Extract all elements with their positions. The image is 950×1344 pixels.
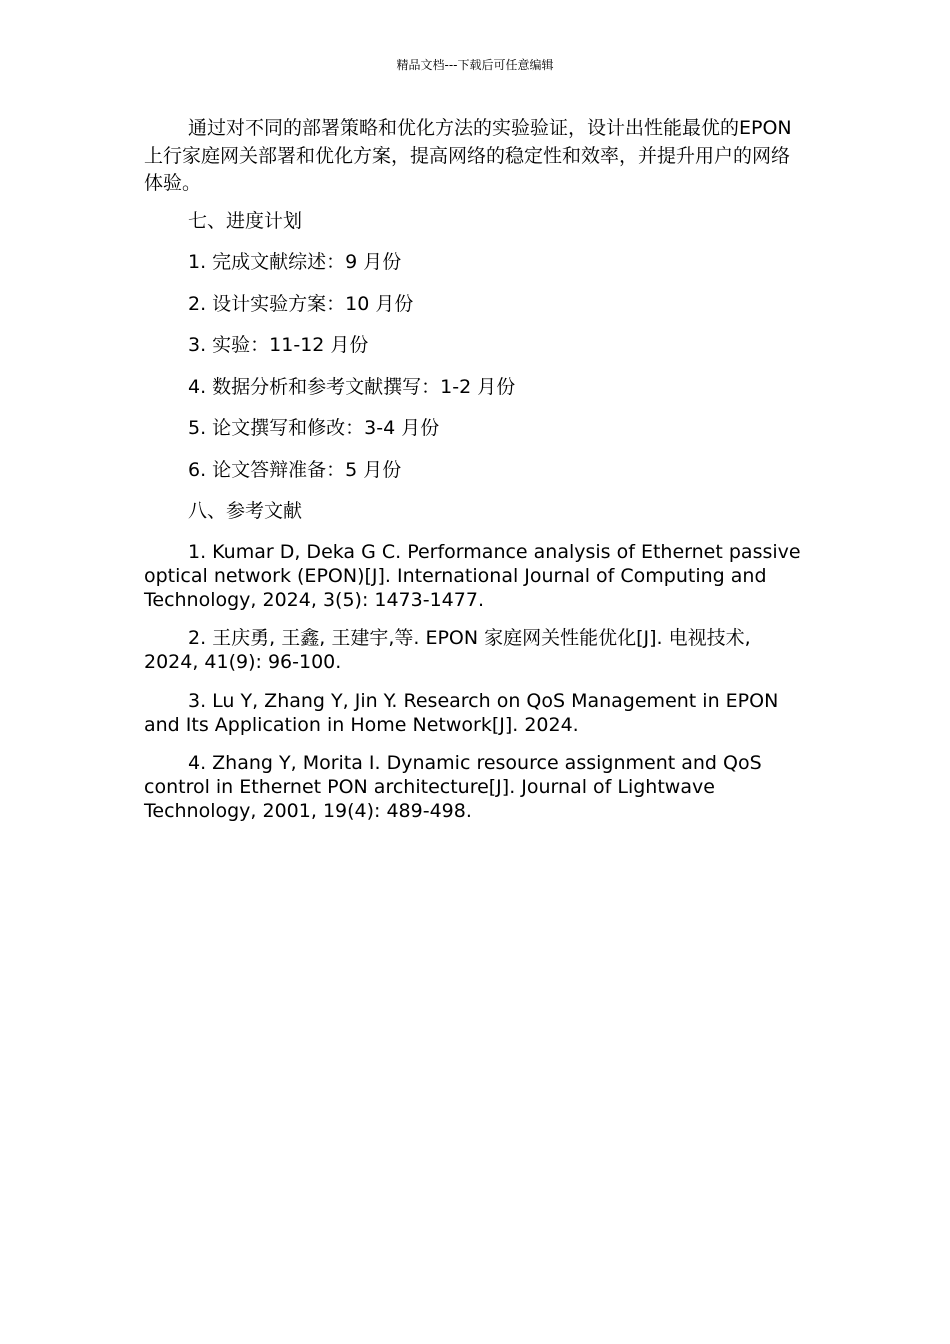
schedule-item: 1. 完成文献综述：9 月份 <box>188 251 402 273</box>
schedule-item: 4. 数据分析和参考文献撰写：1-2 月份 <box>188 375 516 398</box>
schedule-heading: 七、进度计划 <box>188 209 303 232</box>
schedule-item: 2. 设计实验方案：10 月份 <box>188 292 414 315</box>
reference-item: 4. Zhang Y, Morita I. Dynamic resource assignment and QoS control in Ethernet PON architecture[J]. Journal of Lightwave Technology, 2001, 19(4): 489-498. <box>144 752 762 822</box>
schedule-item: 3. 实验：11-12 月份 <box>188 334 369 356</box>
document-body <box>144 115 804 838</box>
intro-paragraph: 通过对不同的部署策略和优化方法的实验验证，设计出性能最优的EPON 上行家庭网关部署和优化方案，提高网络的稳定性和效率，并提升用户的网络体验。 <box>144 117 792 194</box>
reference-item: 1. Kumar D, Deka G C. Performance analysis of Ethernet passive optical network (EPON)[J]. International Journal of Computing and Technology, 2024, 3(5): 1473-1477. <box>144 540 801 611</box>
page-header: 精品文档---下载后可任意编辑 <box>396 58 554 72</box>
schedule-item: 6. 论文答辩准备：5 月份 <box>188 458 402 481</box>
references-heading: 八、参考文献 <box>188 500 303 522</box>
reference-item: 3. Lu Y, Zhang Y, Jin Y. Research on QoS Management in EPON and Its Application in Home Network[J]. 2024. <box>144 689 779 736</box>
reference-item: 2. 王庆勇, 王鑫, 王建宇,等. EPON 家庭网关性能优化[J]. 电视技术, 2024, 41(9): 96-100. <box>144 627 751 673</box>
schedule-item: 5. 论文撰写和修改：3-4 月份 <box>188 417 440 439</box>
